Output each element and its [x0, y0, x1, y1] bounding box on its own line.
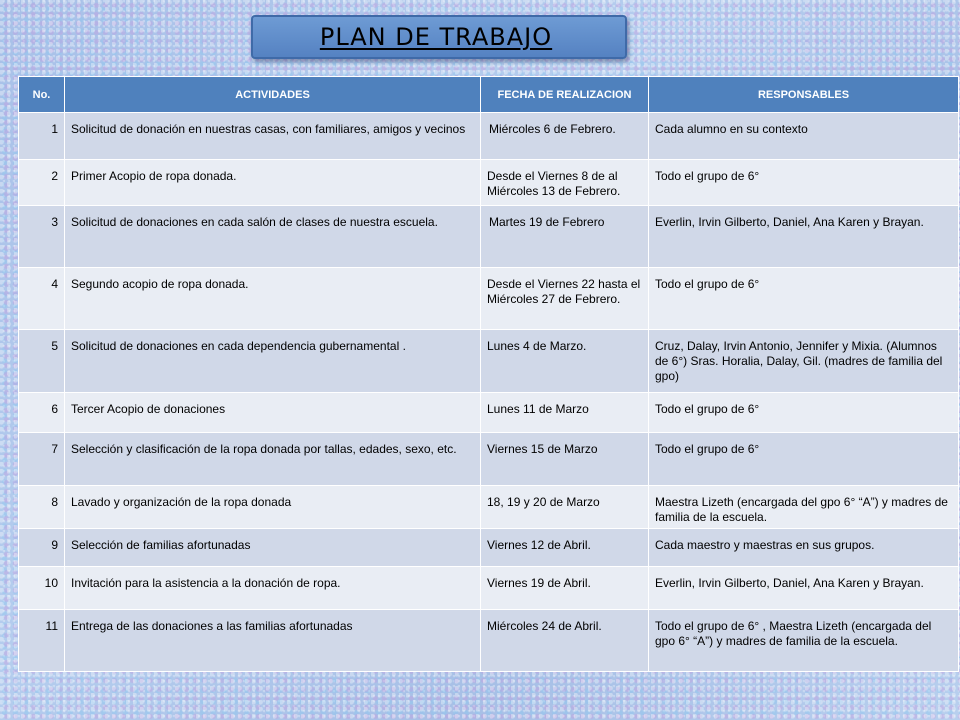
row-activity: Solicitud de donaciones en cada salón de clases de nuestra escuela. [65, 206, 481, 268]
row-activity: Selección de familias afortunadas [65, 529, 481, 567]
table-row [19, 529, 959, 567]
row-responsables: Todo el grupo de 6° [649, 433, 959, 486]
table-row [19, 610, 959, 672]
table-row [19, 567, 959, 610]
row-number: 4 [19, 268, 65, 330]
table-row [19, 160, 959, 206]
table-row [19, 330, 959, 393]
row-number: 7 [19, 433, 65, 486]
row-responsables: Todo el grupo de 6° [649, 160, 959, 206]
row-number: 8 [19, 486, 65, 529]
row-activity: Entrega de las donaciones a las familias afortunadas [65, 610, 481, 672]
header-no: No. [19, 77, 65, 113]
header-actividades: ACTIVIDADES [65, 77, 481, 113]
title-banner [251, 15, 627, 59]
row-number: 5 [19, 330, 65, 393]
row-date: Viernes 12 de Abril. [481, 529, 649, 567]
table-row [19, 206, 959, 268]
row-date: Viernes 19 de Abril. [481, 567, 649, 610]
row-activity: Invitación para la asistencia a la donación de ropa. [65, 567, 481, 610]
row-responsables: Cada maestro y maestras en sus grupos. [649, 529, 959, 567]
row-responsables: Everlin, Irvin Gilberto, Daniel, Ana Karen y Brayan. [649, 567, 959, 610]
row-number: 1 [19, 113, 65, 160]
table-row [19, 268, 959, 330]
table-header-row [19, 77, 959, 113]
table-row [19, 433, 959, 486]
row-activity: Selección y clasificación de la ropa donada por tallas, edades, sexo, etc. [65, 433, 481, 486]
header-fecha: FECHA DE REALIZACION [481, 77, 649, 113]
row-activity: Solicitud de donaciones en cada dependencia gubernamental . [65, 330, 481, 393]
row-number: 6 [19, 393, 65, 433]
row-date: Lunes 11 de Marzo [481, 393, 649, 433]
table-row [19, 393, 959, 433]
row-date: Desde el Viernes 8 de al Miércoles 13 de Febrero. [481, 160, 649, 206]
row-date: 18, 19 y 20 de Marzo [481, 486, 649, 529]
row-responsables: Todo el grupo de 6° , Maestra Lizeth (encargada del gpo 6° “A”) y madres de familia de la escuela. [649, 610, 959, 672]
row-activity: Lavado y organización de la ropa donada [65, 486, 481, 529]
page-title: PLAN DE TRABAJO [319, 23, 553, 51]
row-date: Miércoles 24 de Abril. [481, 610, 649, 672]
table-row [19, 113, 959, 160]
table-row [19, 486, 959, 529]
row-date: Desde el Viernes 22 hasta el Miércoles 27 de Febrero. [481, 268, 649, 330]
row-responsables: Everlin, Irvin Gilberto, Daniel, Ana Karen y Brayan. [649, 206, 959, 268]
row-responsables: Maestra Lizeth (encargada del gpo 6° “A”) y madres de familia de la escuela. [649, 486, 959, 529]
row-number: 3 [19, 206, 65, 268]
row-activity: Solicitud de donación en nuestras casas, con familiares, amigos y vecinos [65, 113, 481, 160]
row-activity: Tercer Acopio de donaciones [65, 393, 481, 433]
row-activity: Primer Acopio de ropa donada. [65, 160, 481, 206]
work-plan-table [18, 76, 959, 672]
row-number: 2 [19, 160, 65, 206]
row-responsables: Cruz, Dalay, Irvin Antonio, Jennifer y Mixia. (Alumnos de 6°) Sras. Horalia, Dalay, Gil. (madres de familia del gpo) [649, 330, 959, 393]
row-date: Miércoles 6 de Febrero. [481, 113, 649, 160]
row-activity: Segundo acopio de ropa donada. [65, 268, 481, 330]
row-number: 10 [19, 567, 65, 610]
row-responsables: Cada alumno en su contexto [649, 113, 959, 160]
row-date: Martes 19 de Febrero [481, 206, 649, 268]
header-responsables: RESPONSABLES [649, 77, 959, 113]
row-date: Lunes 4 de Marzo. [481, 330, 649, 393]
row-date: Viernes 15 de Marzo [481, 433, 649, 486]
row-responsables: Todo el grupo de 6° [649, 268, 959, 330]
row-number: 11 [19, 610, 65, 672]
row-number: 9 [19, 529, 65, 567]
row-responsables: Todo el grupo de 6° [649, 393, 959, 433]
